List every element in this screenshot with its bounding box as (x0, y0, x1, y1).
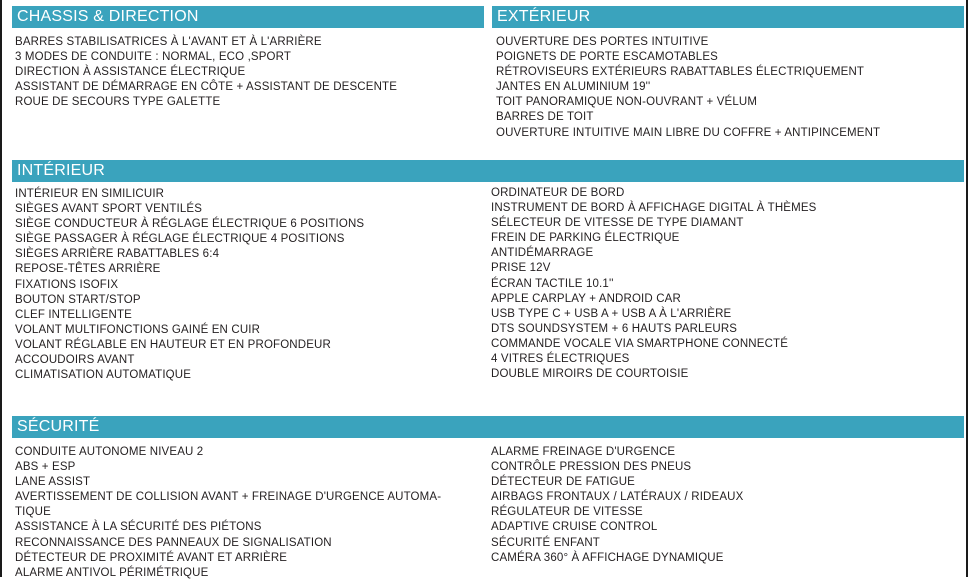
list-interieur-left (15, 187, 364, 383)
list-item: SIÈGE CONDUCTEUR À RÉGLAGE ÉLECTRIQUE 6 POSITIONS (15, 218, 365, 231)
list-item: 3 MODES DE CONDUITE : NORMAL, ECO ,SPORT (15, 51, 292, 64)
list-item: CLIMATISATION AUTOMATIQUE (15, 369, 192, 382)
list-item: OUVERTURE INTUITIVE MAIN LIBRE DU COFFRE + ANTIPINCEMENT (496, 126, 881, 139)
list-item: REPOSE-TÊTES ARRIÈRE (15, 263, 161, 276)
list-item: BOUTON START/STOP (15, 293, 141, 306)
list-item: SIÈGES AVANT SPORT VENTILÉS (15, 203, 203, 216)
section-header-securite: SÉCURITÉ (12, 416, 964, 438)
list-item: SÉLECTEUR DE VITESSE DE TYPE DIAMANT (491, 217, 744, 230)
list-item: ADAPTIVE CRUISE CONTROL (491, 521, 658, 534)
list-item: DOUBLE MIROIRS DE COURTOISIE (491, 368, 689, 381)
list-item: CONDUITE AUTONOME NIVEAU 2 (15, 446, 204, 458)
list-item: TOIT PANORAMIQUE NON-OUVRANT + VÉLUM (496, 96, 758, 109)
list-item: CLEF INTELLIGENTE (15, 308, 132, 321)
list-item: COMMANDE VOCALE VIA SMARTPHONE CONNECTÉ (491, 337, 789, 350)
list-item: 4 VITRES ÉLECTRIQUES (491, 353, 630, 366)
list-item: RÉGULATEUR DE VITESSE (491, 506, 643, 519)
list-item: ANTIDÉMARRAGE (491, 247, 594, 260)
list-exterieur (496, 35, 880, 141)
list-item: FIXATIONS ISOFIX (15, 278, 119, 291)
list-item: DIRECTION À ASSISTANCE ÉLECTRIQUE (15, 66, 246, 79)
list-item: DÉTECTEUR DE FATIGUE (491, 476, 635, 489)
list-item: DTS SOUNDSYSTEM + 6 HAUTS PARLEURS (491, 322, 738, 335)
list-item: BARRES STABILISATRICES À L'AVANT ET À L'ARRIÈRE (15, 36, 322, 48)
list-item: USB TYPE C + USB A + USB A À L'ARRIÈRE (491, 307, 732, 320)
list-item: VOLANT MULTIFONCTIONS GAINÉ EN CUIR (15, 323, 261, 336)
section-header-chassis: CHASSIS & DIRECTION (12, 6, 484, 28)
list-item: ÉCRAN TACTILE 10.1'' (491, 277, 614, 290)
list-item: DÉTECTEUR DE PROXIMITÉ AVANT ET ARRIÈRE (15, 551, 288, 564)
list-item: ALARME ANTIVOL PÉRIMÉTRIQUE (15, 566, 209, 579)
list-item: TIQUE (15, 506, 51, 519)
list-item: AIRBAGS FRONTAUX / LATÉRAUX / RIDEAUX (491, 491, 744, 504)
list-item: CONTRÔLE PRESSION DES PNEUS (491, 461, 692, 474)
list-item: ALARME FREINAGE D'URGENCE (491, 446, 676, 458)
list-item: ABS + ESP (15, 461, 76, 474)
list-item: ASSISTANT DE DÉMARRAGE EN CÔTE + ASSISTANT DE DESCENTE (15, 81, 398, 94)
list-item: AVERTISSEMENT DE COLLISION AVANT + FREINAGE D'URGENCE AUTOMA- (15, 491, 442, 504)
list-item: INSTRUMENT DE BORD À AFFICHAGE DIGITAL À THÈMES (491, 202, 817, 215)
list-item: JANTES EN ALUMINIUM 19'' (496, 81, 651, 94)
list-item: SIÈGES ARRIÈRE RABATTABLES 6:4 (15, 248, 220, 261)
list-interieur-right (491, 186, 816, 382)
list-item: FREIN DE PARKING ÉLECTRIQUE (491, 232, 680, 245)
list-item: PRISE 12V (491, 262, 551, 275)
list-item: APPLE CARPLAY + ANDROID CAR (491, 292, 681, 305)
list-item: ACCOUDOIRS AVANT (15, 354, 135, 367)
list-chassis (15, 35, 397, 110)
list-item: ROUE DE SECOURS TYPE GALETTE (15, 96, 221, 109)
list-item: RÉTROVISEURS EXTÉRIEURS RABATTABLES ÉLECTRIQUEMENT (496, 66, 865, 79)
list-item: ORDINATEUR DE BORD (491, 187, 625, 199)
list-item: POIGNETS DE PORTE ESCAMOTABLES (496, 51, 718, 64)
list-securite-left (15, 445, 441, 581)
list-item: ASSISTANCE À LA SÉCURITÉ DES PIÉTONS (15, 521, 262, 534)
list-securite-right (491, 445, 743, 566)
list-item: LANE ASSIST (15, 476, 91, 489)
list-item: RECONNAISSANCE DES PANNEAUX DE SIGNALISATION (15, 536, 332, 549)
list-item: SÉCURITÉ ENFANT (491, 536, 600, 549)
list-item: VOLANT RÉGLABLE EN HAUTEUR ET EN PROFONDEUR (15, 338, 331, 351)
list-item: INTÉRIEUR EN SIMILICUIR (15, 188, 165, 200)
list-item: CAMÉRA 360° À AFFICHAGE DYNAMIQUE (491, 551, 724, 564)
section-header-interieur: INTÉRIEUR (12, 160, 964, 182)
section-header-exterieur: EXTÉRIEUR (492, 6, 964, 28)
list-item: SIÈGE PASSAGER À RÉGLAGE ÉLECTRIQUE 4 POSITIONS (15, 233, 345, 246)
list-item: OUVERTURE DES PORTES INTUITIVE (496, 36, 709, 48)
list-item: BARRES DE TOIT (496, 111, 594, 124)
